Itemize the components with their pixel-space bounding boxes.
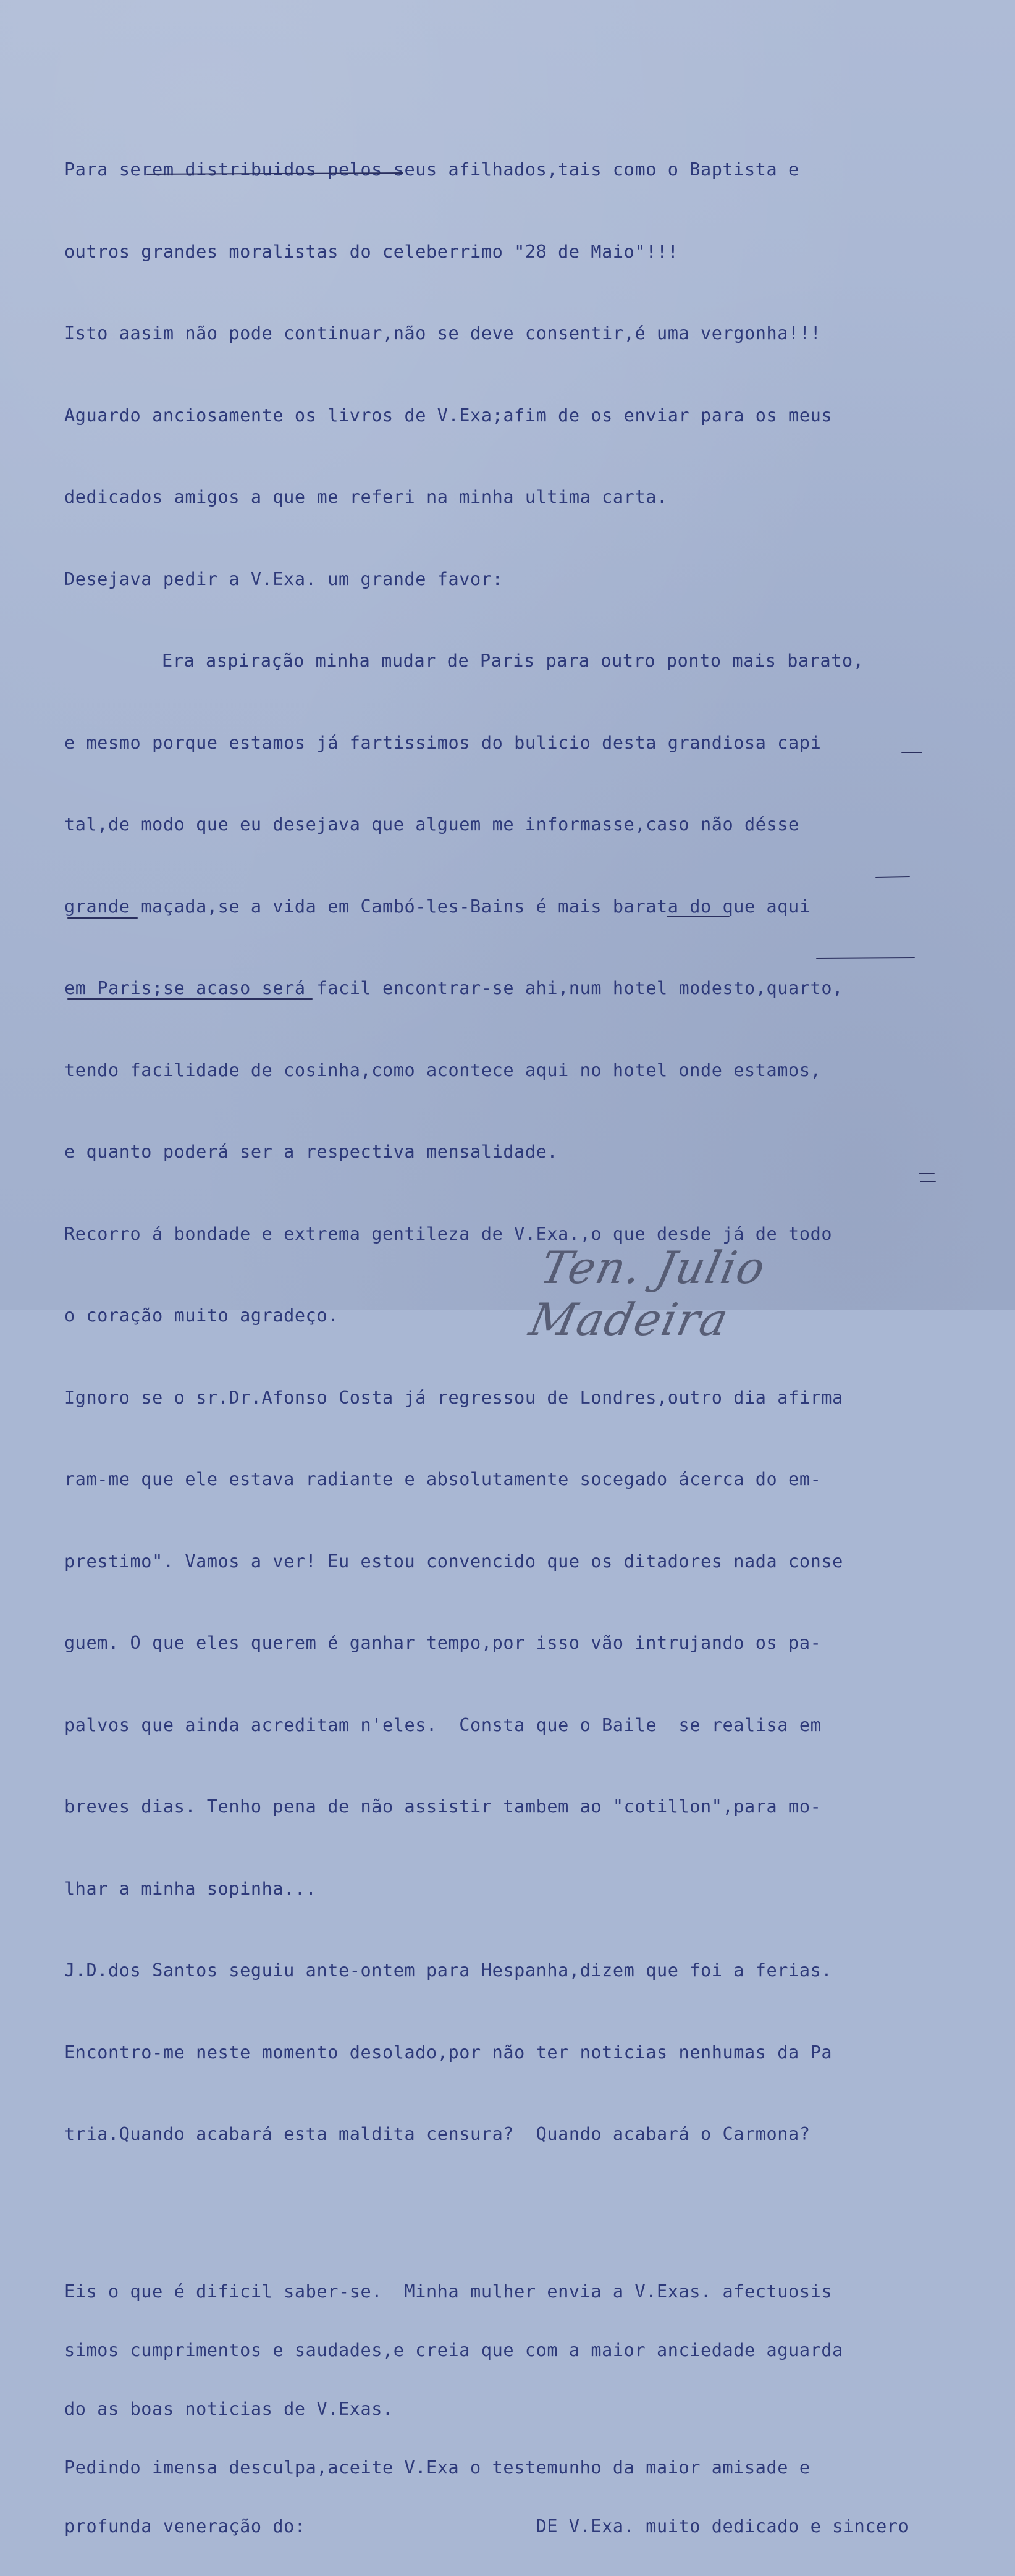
closing-line: Eis o que é dificil saber-se. Minha mulher envia a V.Exas. afectuosis [64,2281,833,2302]
letter-line: tal,de modo que eu desejava que alguem me informasse,caso não désse [64,814,799,835]
letter-line: Recorro á bondade e extrema gentileza de V.Exa.,o que desde já de todo [64,1223,833,1244]
letter-line: J.D.dos Santos seguiu ante-ontem para Hespanha,dizem que foi a ferias. [64,1960,833,1980]
letter-body [64,109,954,2576]
letter-line: outros grandes moralistas do celeberrimo "28 de Maio"!!! [64,241,679,262]
letter-line: Era aspiração minha mudar de Paris para outro ponto mais barato, [162,650,864,671]
letter-line: o coração muito agradeço. [64,1305,339,1326]
letter-line: ram-me que ele estava radiante e absolutamente socegado ácerca do em- [64,1469,822,1489]
letter-line: Desejava pedir a V.Exa. um grande favor: [64,568,503,589]
letter-line: Isto aasim não pode continuar,não se deve consentir,é uma vergonha!!! [64,323,822,343]
letter-line: tria.Quando acabará esta maldita censura? Quando acabará o Carmona? [64,2124,811,2144]
letter-line: prestimo". Vamos a ver! Eu estou convencido que os ditadores nada conse [64,1551,843,1572]
letter-line: grande maçada,se a vida em Cambó-les-Bains é mais barata do que aqui [64,896,811,917]
letter-line: lhar a minha sopinha... [64,1878,317,1899]
letter-line: tendo facilidade de cosinha,como acontece aqui no hotel onde estamos, [64,1059,822,1080]
letter-line: guem. O que eles querem é ganhar tempo,por isso vão intrujando os pa- [64,1633,822,1653]
letter-line: e quanto poderá ser a respectiva mensalidade. [64,1142,558,1162]
line-gap [64,2216,954,2221]
letter-line: Aguardo anciosamente os livros de V.Exa;afim de os enviar para os meus [64,405,833,426]
closing-line: simos cumprimentos e saudades,e creia que com a maior anciedade aguarda [64,2339,843,2360]
letter-line: e mesmo porque estamos já fartissimos do bulicio desta grandiosa capi [64,732,822,753]
handwritten-signature: Ten. Julio Madeira [524,1242,771,1345]
closing-line: do as boas noticias de V.Exas. [64,2398,394,2419]
letter-line: Ignoro se o sr.Dr.Afonso Costa já regressou de Londres,outro dia afirma [64,1387,843,1408]
letter-line: palvos que ainda acreditam n'eles. Consta que o Baile se realisa em [64,1714,822,1735]
closing-line: Pedindo imensa desculpa,aceite V.Exa o testemunho da maior amisade e [64,2457,811,2478]
letter-line: Para serem distribuidos pelos seus afilhados,tais como o Baptista e [64,159,799,180]
closing-line: profunda veneração do: DE V.Exa. muito dedicado e sincero [64,2515,909,2536]
letter-line: Encontro-me neste momento desolado,por não ter noticias nenhumas da Pa [64,2042,833,2063]
letter-line: dedicados amigos a que me referi na minha ultima carta. [64,487,668,507]
letter-line: breves dias. Tenho pena de não assistir tambem ao "cotillon",para mo- [64,1796,822,1817]
letter-line: em Paris;se acaso será facil encontrar-se ahi,num hotel modesto,quarto, [64,978,843,998]
